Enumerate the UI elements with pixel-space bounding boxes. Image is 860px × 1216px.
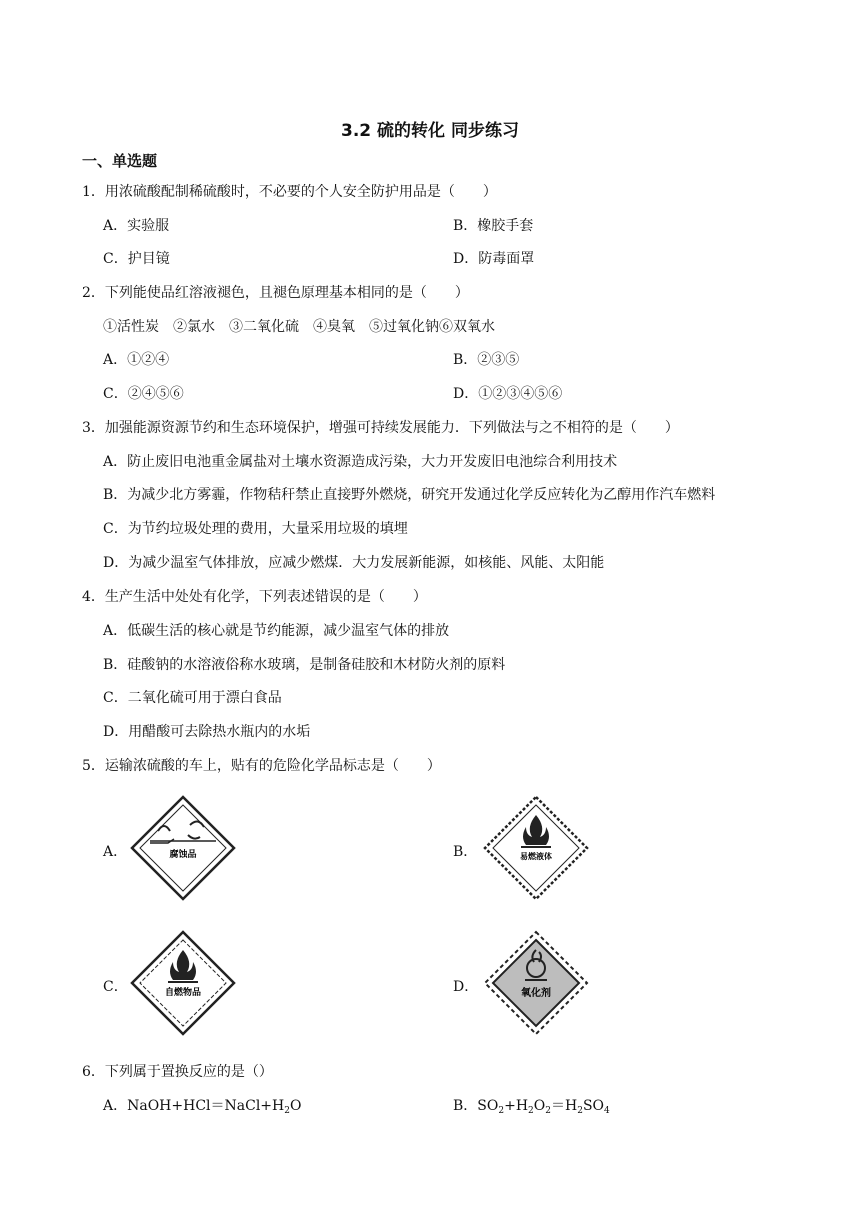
question-1-option-b: B．橡胶手套 (453, 218, 534, 234)
question-3-option-b: B．为减少北方雾霾，作物秸秆禁止直接野外燃烧，研究开发通过化学反应转化为乙醇用作汽车燃料 (103, 487, 716, 503)
sign-text-corrosive: 腐蚀品 (169, 850, 197, 860)
question-3-option-d: D．为减少温室气体排放，应减少燃煤．大力发展新能源，如核能、风能、太阳能 (103, 555, 605, 571)
sign-text-spontaneous-combustion: 自燃物品 (164, 988, 202, 998)
oxidizer-sign-image (481, 928, 591, 1038)
question-1-option-a: A．实验服 (103, 218, 170, 234)
question-6-option-a: A．$NaOH+HCl=NaCl+H_2O$ (103, 1098, 302, 1116)
question-1-option-d: D．防毒面罩 (453, 251, 535, 267)
question-4-stem: 4．生产生活中处处有化学，下列表述错误的是（ ） (82, 589, 427, 605)
question-2-items: ①活性炭 ②氯水 ③二氧化硫 ④臭氧 ⑤过氧化钠⑥双氧水 (103, 319, 495, 335)
question-6-stem: 6．下列属于置换反应的是（） (82, 1064, 273, 1080)
page-title: 3.2 硫的转化 同步练习 (341, 121, 519, 141)
question-5-option-b: B． (453, 844, 478, 860)
question-1-stem: 1．用浓硫酸配制稀硫酸时，不必要的个人安全防护用品是（ ） (82, 184, 497, 200)
sign-text-oxidizer: 氧化剂 (521, 988, 551, 999)
question-5-option-c: C． (103, 979, 128, 995)
question-2-option-d: D．①②③④⑤⑥ (453, 386, 563, 402)
question-2-option-b: B．②③⑤ (453, 352, 520, 368)
question-2-stem: 2．下列能使品红溶液褪色，且褪色原理基本相同的是（ ） (82, 285, 469, 301)
spontaneous-combustion-sign-image (128, 928, 238, 1038)
question-5-stem: 5．运输浓硫酸的车上，贴有的危险化学品标志是（ ） (82, 758, 441, 774)
question-6-option-b: B．$SO_2+H_2O_2=H_2SO_4$ (453, 1098, 610, 1116)
question-4-option-a: A．低碳生活的核心就是节约能源，减少温室气体的排放 (103, 623, 450, 639)
section-heading: 一、单选题 (82, 152, 158, 170)
question-4-option-b: B．硅酸钠的水溶液俗称水玻璃，是制备硅胶和木材防火剂的原料 (103, 657, 506, 673)
question-3-option-c: C．为节约垃圾处理的费用，大量采用垃圾的填埋 (103, 521, 408, 537)
question-1-option-c: C．护目镜 (103, 251, 170, 267)
question-3-stem: 3．加强能源资源节约和生态环境保护，增强可持续发展能力．下列做法与之不相符的是（ ） (82, 420, 679, 436)
question-5-option-d: D． (453, 979, 479, 995)
sign-text-flammable-liquid: 易燃液体 (520, 852, 552, 861)
question-3-option-a: A．防止废旧电池重金属盐对土壤水资源造成污染，大力开发废旧电池综合利用技术 (103, 454, 618, 470)
question-5-option-a: A． (103, 844, 128, 860)
question-2-option-a: A．①②④ (103, 352, 170, 368)
question-4-option-c: C．二氧化硫可用于漂白食品 (103, 690, 282, 706)
question-4-option-d: D．用醋酸可去除热水瓶内的水垢 (103, 724, 311, 740)
flammable-liquid-sign-image (481, 793, 591, 903)
corrosive-sign-image (128, 793, 238, 903)
question-2-option-c: C．②④⑤⑥ (103, 386, 184, 402)
